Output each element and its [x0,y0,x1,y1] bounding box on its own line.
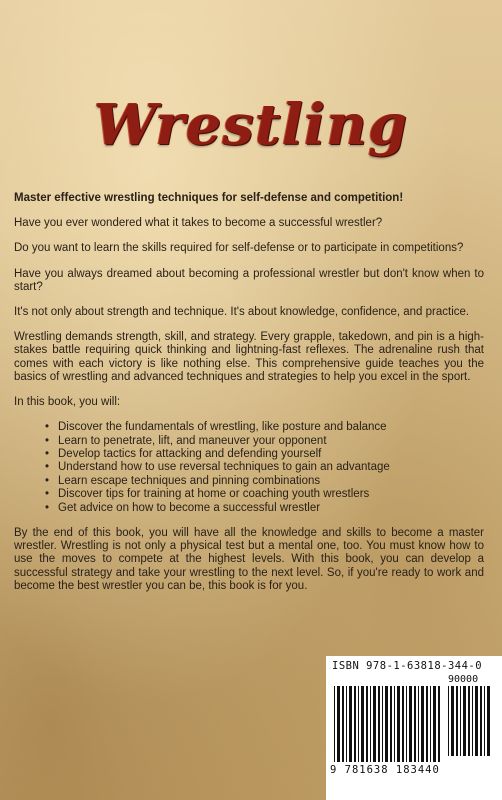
closing-paragraph: By the end of this book, you will have all the knowledge and skills to become a master wrestler. Wrestling is not only a physical test but a mental one, too. You must know how to use the moves to compete at the highest levels. With this book, you can develop a successful strategy and take your wrestling to the next level. So, if you're ready to work and become the best wrestler you can be, this book is for you. [14,527,484,592]
paragraph-6: In this book, you will: [14,396,121,409]
isbn-barcode [326,656,502,800]
book-title: Wrestling [93,92,409,158]
list-item: • Discover the fundamentals of wrestling, like posture and balance [58,421,484,434]
lead-sentence: Master effective wrestling techniques for self-defense and competition! [14,192,404,204]
price-code: 90000 [448,674,479,685]
isbn-label: ISBN 978-1-63818-344-0 [332,660,483,672]
feature-list [14,421,484,515]
list-item: • Get advice on how to become a successful wrestler [58,502,484,515]
paragraph-5: Wrestling demands strength, skill, and strategy. Every grapple, takedown, and pin is a high-stakes battle requiring quick thinking and lightning-fast reflexes. The adrenaline rush that comes with each victory is like nothing else. This comprehensive guide teaches you the basics of wrestling and advanced techniques and strategies to help you excel in the sport. [14,331,484,383]
list-item: • Understand how to use reversal techniques to gain an advantage [58,461,484,474]
paragraph-2: Do you want to learn the skills required for self-defense or to participate in competitions? [14,242,464,255]
list-item: • Discover tips for training at home or coaching youth wrestlers [58,488,484,501]
paragraph-1: Have you ever wondered what it takes to become a successful wrestler? [14,217,383,230]
back-cover-text [14,192,484,605]
paragraph-4: It's not only about strength and technique. It's about knowledge, confidence, and practice. [14,306,470,319]
barcode-bars-icon [334,686,444,762]
list-item: • Learn to penetrate, lift, and maneuver your opponent [58,435,484,448]
list-item: • Learn escape techniques and pinning combinations [58,475,484,488]
paragraph-3: Have you always dreamed about becoming a professional wrestler but don't know when to start? [14,267,484,293]
list-item: • Develop tactics for attacking and defending yourself [58,448,484,461]
barcode-addon-bars-icon [448,686,494,756]
barcode-digits: 9 781638 183440 [330,764,440,776]
